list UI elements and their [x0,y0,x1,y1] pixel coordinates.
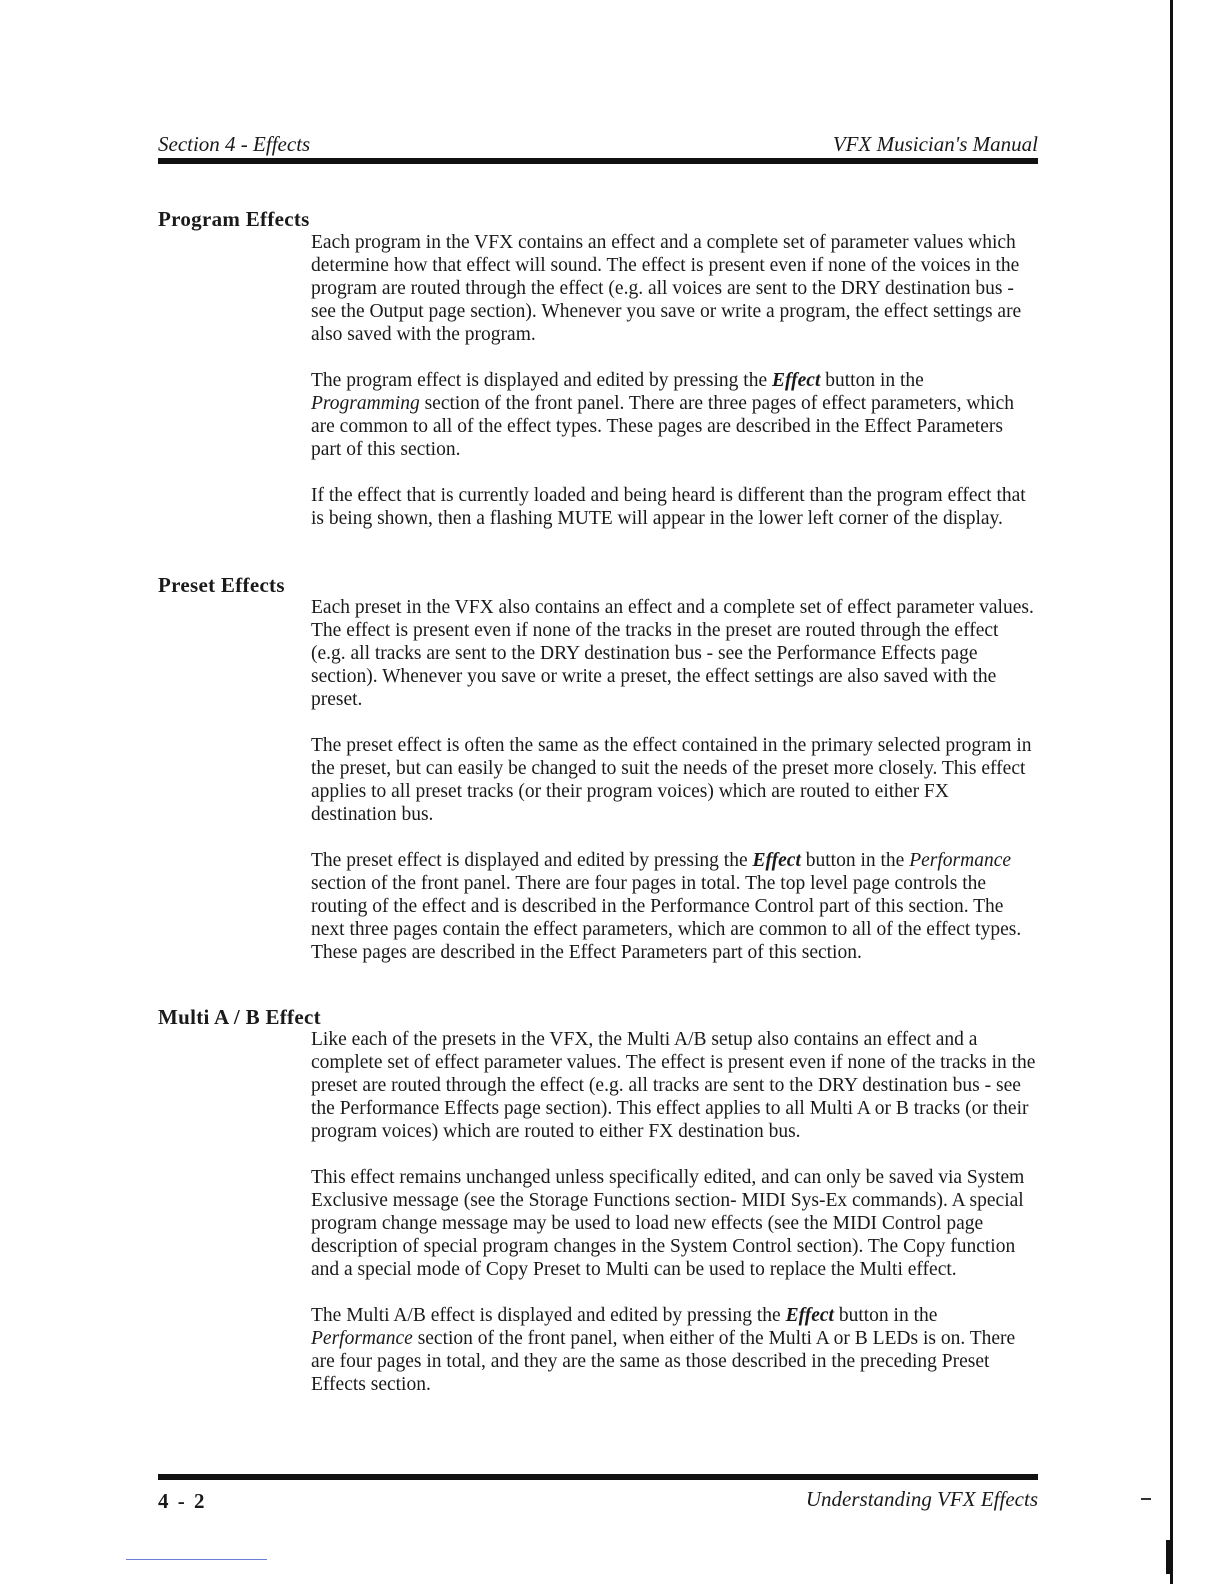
paragraph [311,231,1036,346]
header-rule [158,158,1038,164]
page-edge-line [1170,0,1173,1584]
binding-mark [1166,1540,1171,1574]
programming-section-ref: Programming [311,393,420,414]
body-preset-effects [311,596,1036,964]
paragraph [311,1166,1036,1281]
paragraph [311,1028,1036,1143]
text-run: If the effect that is currently loaded and being heard is different than the program effect that is being shown, then a flashing MUTE will appear in the lower left corner of the display. [311,485,1026,529]
text-run: The preset effect is displayed and edited by pressing the [311,850,753,871]
header-manual-title: VFX Musician's Manual [832,132,1038,156]
heading-multi-ab-effect: Multi A / B Effect [158,1005,321,1029]
text-run: The program effect is displayed and edited by pressing the [311,370,773,391]
footer-rule [158,1474,1038,1480]
text-run: Each program in the VFX contains an effect and a complete set of parameter values which determine how that effect will sound. The effect is present even if none of the voices in the program are routed through the effect (e.g. all voices are sent to the DRY destination bus - see the Output page section). Whenever you save or write a program, the effect settings are also saved with the program. [311,232,1022,345]
paragraph [311,369,1036,461]
text-run: section of the front panel, when either of the Multi A or B LEDs is on. There are four pages in total, and they are the same as those described in the preceding Preset Effects section. [311,1328,1016,1395]
paragraph [311,734,1036,826]
effect-button-ref: Effect [752,850,801,871]
heading-program-effects: Program Effects [158,207,310,231]
footer-chapter-title: Understanding VFX Effects [805,1487,1038,1511]
effect-button-ref: Effect [772,370,821,391]
heading-preset-effects: Preset Effects [158,573,285,597]
paragraph [311,849,1036,964]
text-run: The preset effect is often the same as the effect contained in the primary selected program in the preset, but can easily be changed to suit the needs of the preset more closely. This effect applies to all preset tracks (or their program voices) which are routed to either FX destination bus. [311,735,1032,825]
bottom-link-underline [126,1559,267,1560]
text-run: section of the front panel. There are three pages of effect parameters, which are common to all of the effect types. These pages are described in the Effect Parameters part of this section. [311,393,1014,460]
text-run: button in the [833,1305,938,1326]
text-run: Each preset in the VFX also contains an effect and a complete set of effect parameter values. The effect is present even if none of the tracks in the preset are routed through the effect (e.g. all tracks are sent to the DRY destination bus - see the Performance Effects page section). Whenever you save or write a preset, the effect settings are also saved with the preset. [311,597,1034,710]
performance-section-ref: Performance [909,850,1012,871]
text-run: button in the [800,850,910,871]
margin-mark [1141,1498,1151,1500]
text-run: The Multi A/B effect is displayed and edited by pressing the [311,1305,786,1326]
body-program-effects [311,231,1036,530]
text-run: section of the front panel. There are four pages in total. The top level page controls the routing of the effect and is described in the Performance Control part of this section. The next three pages contain the effect parameters, which are common to all of the effect types. These pages are described in the Effect Parameters part of this section. [311,873,1022,963]
page-number: 4 - 2 [158,1489,207,1513]
text-run: This effect remains unchanged unless specifically edited, and can only be saved via System Exclusive message (see the Storage Functions section- MIDI Sys-Ex commands). A special program change message may be used to load new effects (see the MIDI Control page description of special program changes in the System Control section). The Copy function and a special mode of Copy Preset to Multi can be used to replace the Multi effect. [311,1167,1025,1280]
header-section-title: Section 4 - Effects [158,132,311,156]
text-run: button in the [820,370,924,391]
body-multi-ab-effect [311,1028,1036,1396]
paragraph [311,596,1036,711]
text-run: Like each of the presets in the VFX, the Multi A/B setup also contains an effect and a complete set of effect parameter values. The effect is present even if none of the tracks in the preset are routed through the effect (e.g. all tracks are sent to the DRY destination bus - see the Performance Effects page section). This effect applies to all Multi A or B tracks (or their program voices) which are routed to either FX destination bus. [311,1029,1036,1142]
performance-section-ref: Performance [311,1328,413,1349]
paragraph [311,484,1036,530]
effect-button-ref: Effect [785,1305,834,1326]
paragraph [311,1304,1036,1396]
